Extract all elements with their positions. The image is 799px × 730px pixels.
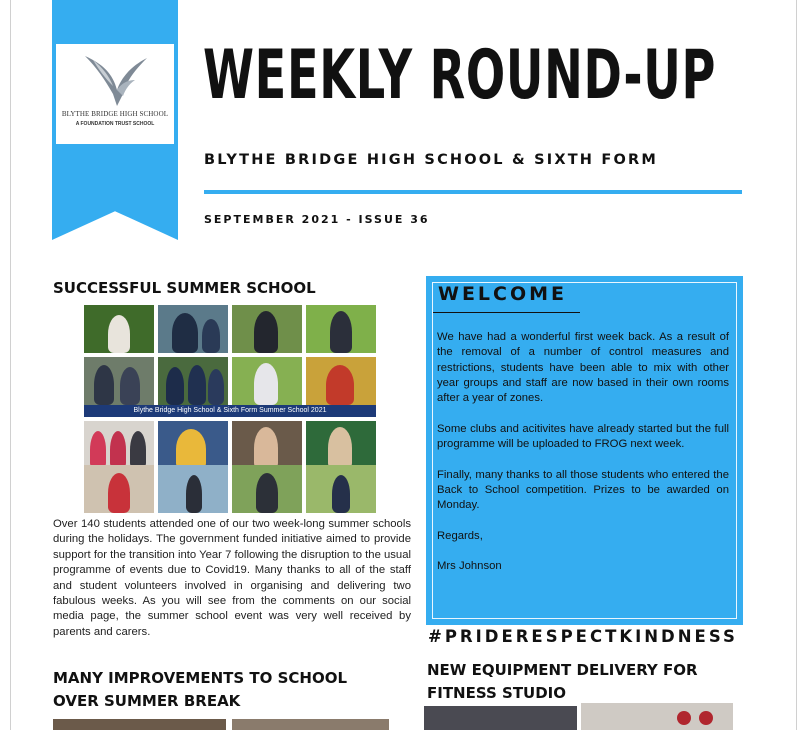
page-right-edge	[796, 0, 797, 730]
collage-photo	[158, 305, 228, 353]
equipment-heading: NEW EQUIPMENT DELIVERY FOR FITNESS STUDIO	[427, 661, 698, 702]
collage-photo	[84, 305, 154, 353]
improvements-heading: MANY IMPROVEMENTS TO SCHOOL OVER SUMMER BREAK	[53, 669, 348, 710]
collage-photo	[306, 357, 376, 405]
summer-school-text: Over 140 students attended one of our two week-long summer schools during the holidays. The government funded initiative aimed to provide support for the transition into Year 7 following the disruption to the usual programme of events due to Covid19. Many thanks to all of the staff and student volunteers involved in organising and delivering two fabulous weeks. As you will see from the comments on our social media page, the summer school event was very well received by parents and carers.	[53, 518, 411, 638]
welcome-underline	[433, 312, 580, 313]
values-hashtag: #PRIDERESPECTKINDNESS	[428, 627, 738, 646]
collage-photo	[84, 357, 154, 405]
welcome-sign-off: Regards,	[437, 529, 483, 542]
header-divider	[204, 190, 742, 194]
collage-photo	[232, 357, 302, 405]
collage-photo	[232, 421, 302, 469]
improvements-photo	[53, 719, 226, 730]
school-name: BLYTHE BRIDGE HIGH SCHOOL & SIXTH FORM	[204, 152, 659, 168]
collage-photo	[232, 305, 302, 353]
issue-line: SEPTEMBER 2021 - ISSUE 36	[204, 213, 430, 226]
welcome-paragraph: Some clubs and acitivites have already started but the full programme will be uploaded to FROG next week.	[437, 422, 729, 451]
collage-caption: Blythe Bridge High School & Sixth Form Summer School 2021	[84, 405, 376, 417]
collage-photo	[158, 357, 228, 405]
collage-photo	[306, 305, 376, 353]
collage-photo	[158, 421, 228, 469]
equipment-photo	[424, 706, 577, 730]
collage-photo	[232, 465, 302, 513]
page-left-edge	[10, 0, 11, 730]
logo-subtitle: A FOUNDATION TRUST SCHOOL	[75, 121, 155, 127]
collage-photo	[306, 465, 376, 513]
welcome-text	[437, 330, 729, 590]
newsletter-title: WEEKLY ROUND-UP	[203, 36, 717, 115]
kettlebell-shape	[699, 711, 713, 725]
kettlebell-shape	[677, 711, 691, 725]
collage-photo	[84, 465, 154, 513]
welcome-signature: Mrs Johnson	[437, 560, 502, 573]
welcome-paragraph: We have had a wonderful first week back. As a result of the removal of a number of control measures and restrictions, students have been able to mix with other year groups and staff are now based in their own rooms after a year of zones.	[437, 331, 729, 405]
welcome-paragraph: Finally, many thanks to all those students who entered the Back to School competition. Prizes to be awarded on Monday.	[437, 468, 729, 512]
school-logo	[56, 44, 174, 144]
swallow-bird-icon	[75, 50, 155, 108]
welcome-title: WELCOME	[438, 283, 568, 305]
collage-photo	[158, 465, 228, 513]
summer-school-collage	[84, 305, 376, 511]
collage-photo	[306, 421, 376, 469]
improvements-photo	[232, 719, 389, 730]
summer-school-heading: SUCCESSFUL SUMMER SCHOOL	[53, 279, 316, 297]
collage-photo	[84, 421, 154, 469]
logo-school-name: BLYTHE BRIDGE HIGH SCHOOL	[61, 110, 169, 118]
equipment-photo	[581, 703, 733, 730]
